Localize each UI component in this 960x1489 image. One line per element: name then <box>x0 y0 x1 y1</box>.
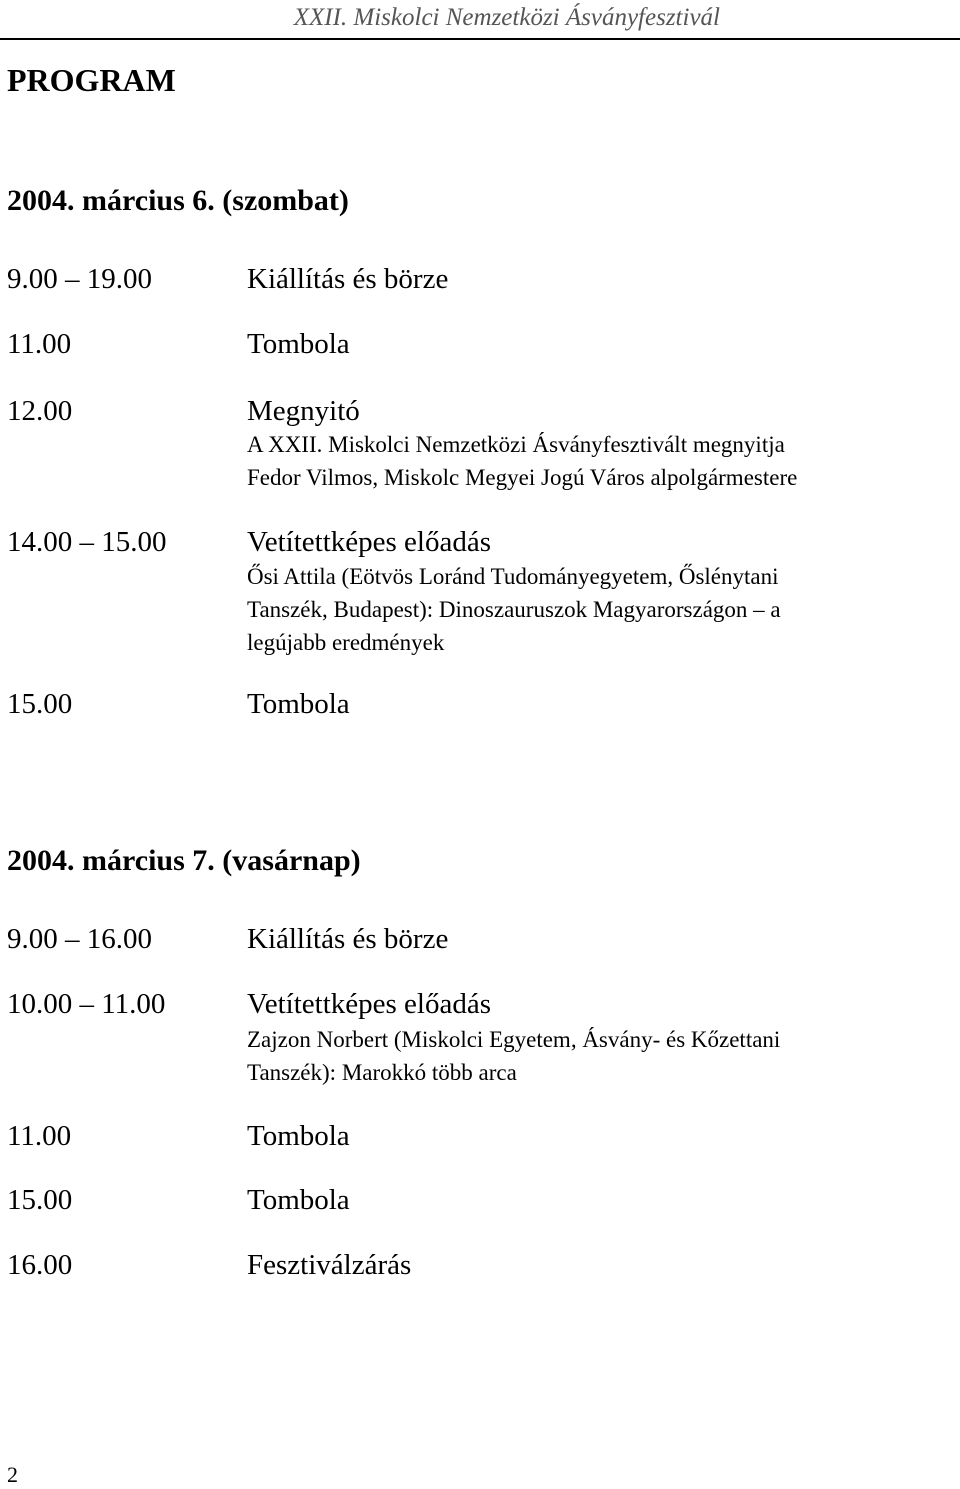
event-title: Kiállítás és börze <box>247 923 449 955</box>
event-title: Fesztiválzárás <box>247 1249 412 1281</box>
description-line: A XXII. Miskolci Nemzetközi Ásványfesztivált megnyitja <box>247 432 785 457</box>
event-time: 9.00 – 16.00 <box>7 923 152 955</box>
event-title: Megnyitó <box>247 395 360 427</box>
description-line: Tanszék): Marokkó több arca <box>247 1060 517 1085</box>
event-title: Vetítettképes előadás <box>247 526 491 558</box>
event-description <box>247 560 781 659</box>
event-description <box>247 1023 780 1089</box>
event-description <box>247 428 797 494</box>
day-heading: 2004. március 6. (szombat) <box>7 184 349 217</box>
event-title: Vetítettképes előadás <box>247 988 491 1020</box>
event-time: 16.00 <box>7 1249 73 1281</box>
event-time: 14.00 – 15.00 <box>7 526 167 558</box>
description-line: Fedor Vilmos, Miskolc Megyei Jogú Város alpolgármestere <box>247 465 798 490</box>
event-time: 9.00 – 19.00 <box>7 263 152 295</box>
event-title: Tombola <box>247 688 350 720</box>
event-title: Tombola <box>247 1184 350 1216</box>
description-line: legújabb eredmények <box>247 630 445 655</box>
description-line: Ősi Attila (Eötvös Loránd Tudományegyetem, Őslénytani <box>247 564 779 589</box>
page-number: 2 <box>7 1462 18 1487</box>
event-time: 12.00 <box>7 395 73 427</box>
page-title: PROGRAM <box>7 62 176 98</box>
description-line: Zajzon Norbert (Miskolci Egyetem, Ásvány- és Kőzettani <box>247 1027 781 1052</box>
description-line: Tanszék, Budapest): Dinoszauruszok Magyarországon – a <box>247 597 781 622</box>
event-time: 11.00 <box>7 1120 72 1152</box>
event-title: Tombola <box>247 328 350 360</box>
event-time: 15.00 <box>7 688 73 720</box>
page-header <box>0 0 960 40</box>
event-title: Kiállítás és börze <box>247 263 449 295</box>
event-time: 11.00 <box>7 328 72 360</box>
header-title: XXII. Miskolci Nemzetközi Ásványfesztivál <box>293 4 720 31</box>
event-title: Tombola <box>247 1120 350 1152</box>
event-time: 15.00 <box>7 1184 73 1216</box>
day-heading: 2004. március 7. (vasárnap) <box>7 844 361 877</box>
event-time: 10.00 – 11.00 <box>7 988 166 1020</box>
